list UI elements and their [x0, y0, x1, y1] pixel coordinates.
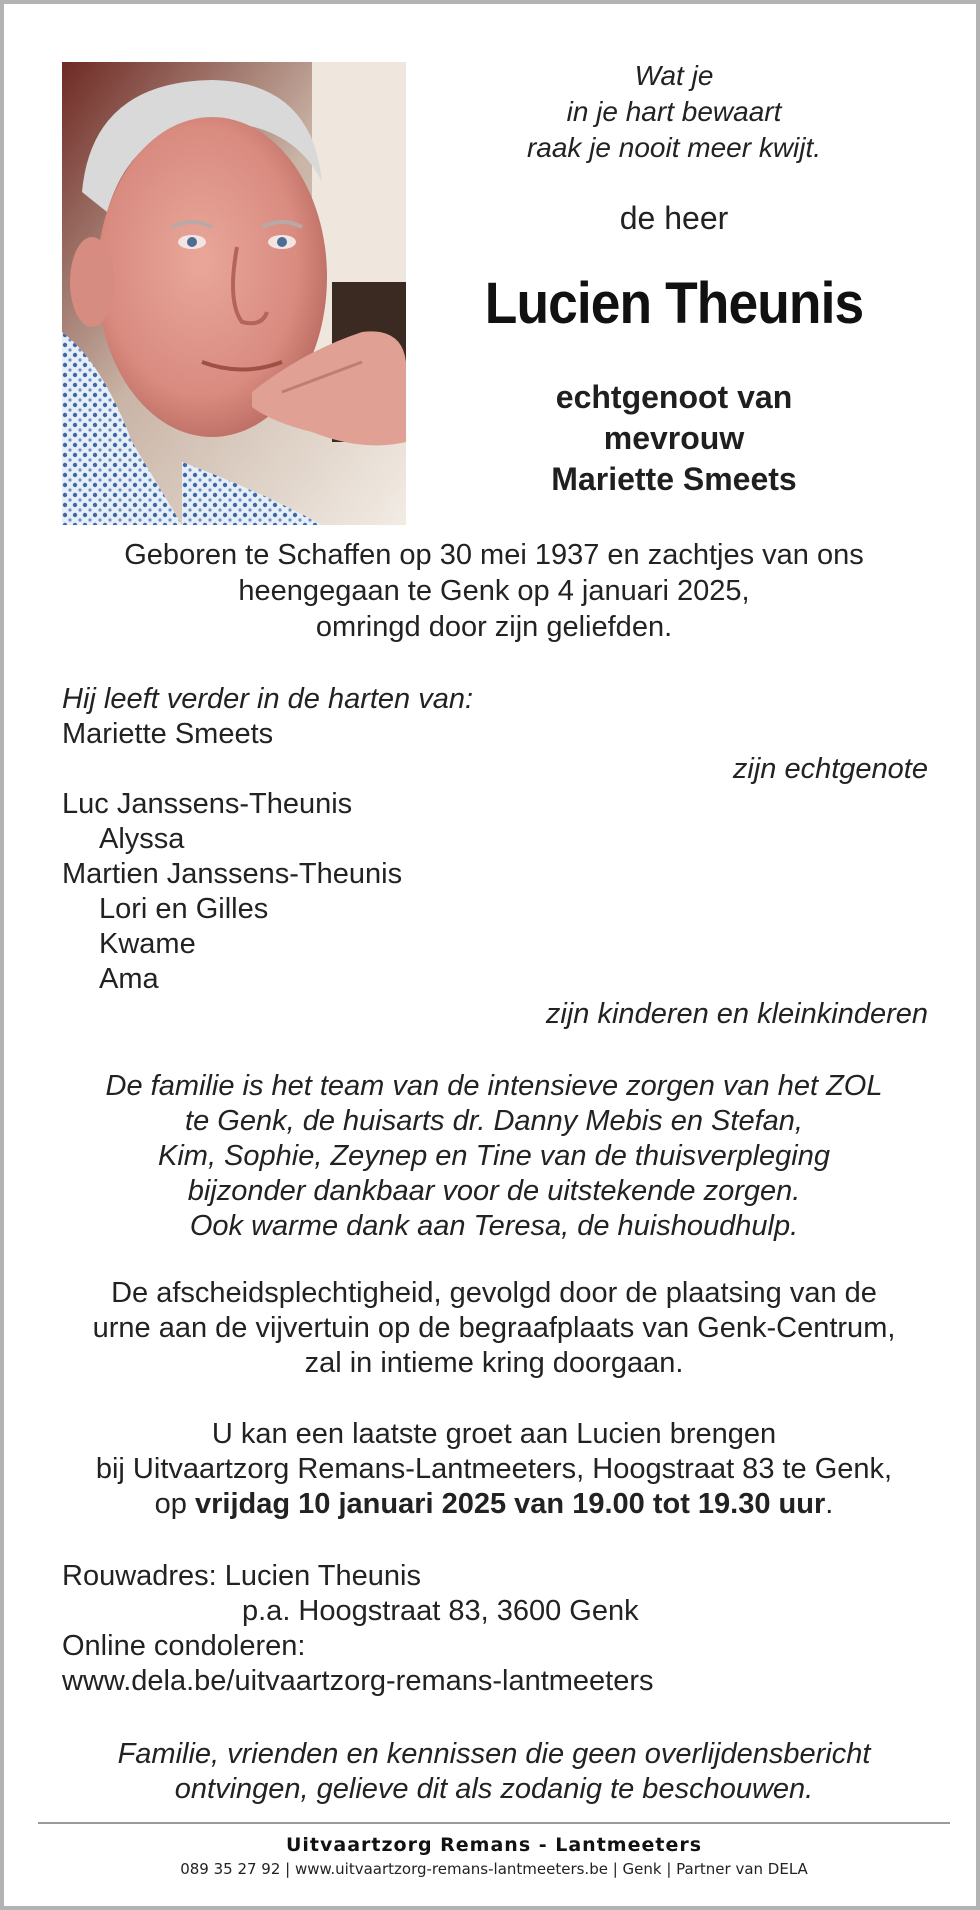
survivor-role: zijn kinderen en kleinkinderen — [545, 998, 928, 1030]
birth-death-paragraph — [44, 537, 944, 645]
text-line: heengegaan te Genk op 4 januari 2025, — [238, 575, 750, 607]
poem — [434, 58, 914, 166]
visitation-datetime: vrijdag 10 januari 2025 van 19.00 tot 19.30 uur — [195, 1488, 826, 1520]
spouse-block — [434, 377, 914, 500]
survivor-spouse: Mariette Smeets — [62, 718, 274, 750]
portrait-photo — [62, 62, 406, 525]
text-line: ontvingen, gelieve dit als zodanig te beschouwen. — [174, 1773, 814, 1805]
poem-line: raak je nooit meer kwijt. — [526, 132, 822, 163]
text-line: urne aan de vijvertuin op de begraafplaats van Genk-Centrum, — [92, 1312, 896, 1344]
text-fragment: . — [825, 1488, 834, 1520]
survivors-intro: Hij leeft verder in de harten van: — [62, 683, 474, 715]
portrait-image — [62, 62, 406, 525]
closing-paragraph — [44, 1737, 944, 1807]
text-line: Geboren te Schaffen op 30 mei 1937 en zachtjes van ons — [124, 539, 864, 571]
text-line: zal in intieme kring doorgaan. — [304, 1347, 684, 1379]
survivor-grandchild: Kwame — [99, 928, 196, 960]
ceremony-paragraph — [44, 1276, 944, 1381]
text-fragment: op — [154, 1488, 195, 1520]
text-line: bijzonder dankbaar voor de uitstekende zorgen. — [187, 1175, 801, 1207]
text-line: De afscheidsplechtigheid, gevolgd door de plaatsing van de — [111, 1277, 877, 1309]
survivor-child: Martien Janssens-Theunis — [62, 858, 403, 890]
footer-divider — [38, 1822, 950, 1824]
mourning-address-label: Rouwadres: Lucien Theunis — [62, 1560, 421, 1592]
spouse-line: echtgenoot van — [555, 379, 793, 415]
text-line: U kan een laatste groet aan Lucien brengen — [211, 1418, 777, 1450]
mourning-address-street: p.a. Hoogstraat 83, 3600 Genk — [242, 1595, 639, 1627]
text-line: De familie is het team van de intensieve zorgen van het ZOL — [105, 1070, 883, 1102]
thanks-paragraph — [44, 1069, 944, 1244]
survivor-role: zijn echtgenote — [732, 753, 928, 785]
poem-line: Wat je — [634, 60, 714, 91]
text-line: omringd door zijn geliefden. — [315, 611, 673, 643]
visitation-paragraph — [44, 1417, 944, 1522]
survivor-grandchild: Alyssa — [99, 823, 185, 855]
survivor-grandchild: Ama — [99, 963, 159, 995]
address-block — [62, 1559, 928, 1699]
text-line: Familie, vrienden en kennissen die geen overlijdensbericht — [117, 1738, 871, 1770]
text-line: te Genk, de huisarts dr. Danny Mebis en Stefan, — [185, 1105, 803, 1137]
text-line: Ook warme dank aan Teresa, de huishoudhulp. — [189, 1210, 799, 1242]
survivor-child: Luc Janssens-Theunis — [62, 788, 353, 820]
deceased-name: Lucien Theunis — [484, 271, 864, 336]
visitation-time-line — [44, 1487, 944, 1522]
spouse-line: Mariette Smeets — [551, 461, 797, 497]
funeral-home-name: Uitvaartzorg Remans - Lantmeeters — [285, 1834, 703, 1856]
poem-line: in je hart bewaart — [566, 96, 782, 127]
survivors-list — [62, 682, 928, 1032]
funeral-home-contact: 089 35 27 92 | www.uitvaartzorg-remans-lantmeeters.be | Genk | Partner van DELA — [180, 1860, 808, 1878]
title-prefix: de heer — [619, 200, 729, 236]
online-condolence-label: Online condoleren: — [62, 1630, 306, 1662]
text-line: Kim, Sophie, Zeynep en Tine van de thuisverpleging — [158, 1140, 830, 1172]
spouse-line: mevrouw — [603, 420, 745, 456]
text-line: bij Uitvaartzorg Remans-Lantmeeters, Hoogstraat 83 te Genk, — [95, 1453, 893, 1485]
survivor-grandchild: Lori en Gilles — [99, 893, 269, 925]
condolence-url: www.dela.be/uitvaartzorg-remans-lantmeeters — [62, 1665, 654, 1697]
